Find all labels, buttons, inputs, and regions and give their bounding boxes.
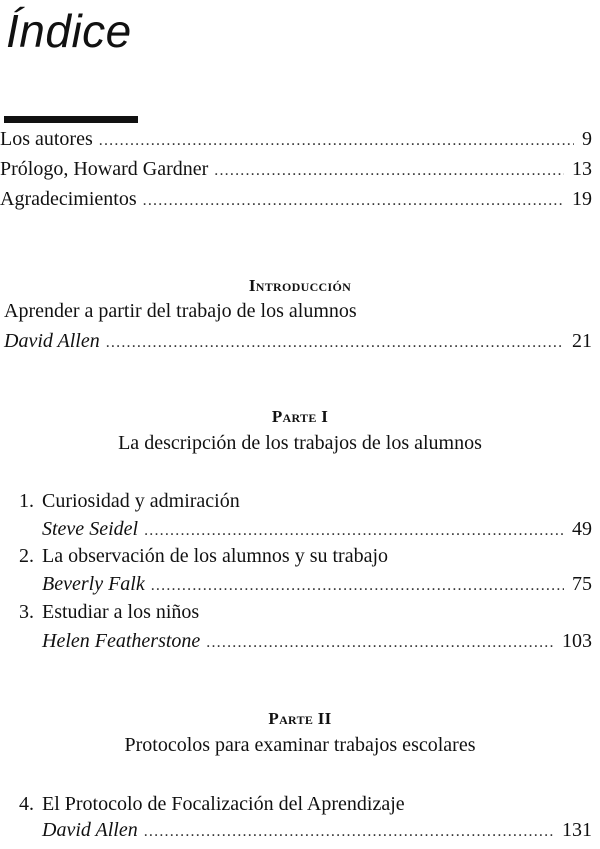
toc-entry-chapter-3[interactable] (0, 630, 600, 658)
toc-entry-author: David Allen (42, 819, 138, 841)
toc-entry-prologo[interactable] (0, 158, 600, 186)
toc-entry-author: Helen Featherstone (42, 630, 201, 652)
leader-dots (206, 634, 554, 652)
chapter-title: Curiosidad y admiración (42, 490, 240, 512)
chapter-title: La observación de los alumnos y su trabajo (42, 545, 389, 567)
leader-dots (144, 522, 564, 540)
part1-subtitle: La descripción de los trabajos de los alumnos (118, 432, 482, 454)
toc-entry-page: 131 (562, 819, 592, 841)
page-title: Índice (6, 5, 132, 57)
part1-heading: Parte I (271, 407, 329, 426)
toc-entry-page: 75 (572, 573, 592, 595)
chapter-title: El Protocolo de Focalización del Aprendizaje (42, 793, 405, 815)
chapter-2-title (0, 545, 388, 568)
leader-dots (106, 334, 564, 352)
toc-entry-agradecimientos[interactable] (0, 188, 600, 216)
intro-heading: Introducción (248, 276, 352, 295)
toc-entry-author: Beverly Falk (42, 573, 145, 595)
toc-entry-label: Los autores (0, 128, 93, 150)
toc-entry-author: Steve Seidel (42, 518, 139, 540)
leader-dots (143, 192, 564, 210)
chapter-title: Estudiar a los niños (42, 601, 200, 623)
chapter-4-title (0, 793, 405, 816)
toc-entry-label: Prólogo, Howard Gardner (0, 158, 209, 180)
chapter-3-title (0, 601, 199, 624)
intro-title: Aprender a partir del trabajo de los alumnos (4, 300, 357, 322)
leader-dots (99, 132, 574, 150)
toc-entry-label: Agradecimientos (0, 188, 137, 210)
chapter-1-title (0, 490, 240, 513)
chapter-number: 2. (19, 545, 34, 567)
toc-entry-page: 19 (572, 188, 592, 210)
toc-entry-page: 9 (582, 128, 592, 150)
chapter-number: 3. (19, 601, 34, 623)
chapter-number: 4. (19, 793, 34, 815)
leader-dots (144, 823, 554, 841)
toc-entry-author: David Allen (4, 330, 100, 352)
leader-dots (151, 577, 564, 595)
toc-entry-los-autores[interactable] (0, 128, 600, 156)
toc-entry-intro[interactable] (0, 330, 600, 358)
part2-subtitle: Protocolos para examinar trabajos escolares (124, 734, 476, 756)
toc-entry-chapter-2[interactable] (0, 573, 600, 601)
part2-heading: Parte II (268, 709, 332, 728)
title-rule (4, 116, 138, 123)
leader-dots (214, 162, 564, 180)
toc-entry-page: 103 (562, 630, 592, 652)
toc-entry-chapter-4[interactable] (0, 819, 600, 847)
toc-entry-page: 21 (572, 330, 592, 352)
chapter-number: 1. (19, 490, 34, 512)
toc-entry-page: 13 (572, 158, 592, 180)
toc-entry-chapter-1[interactable] (0, 518, 600, 546)
toc-entry-page: 49 (572, 518, 592, 540)
